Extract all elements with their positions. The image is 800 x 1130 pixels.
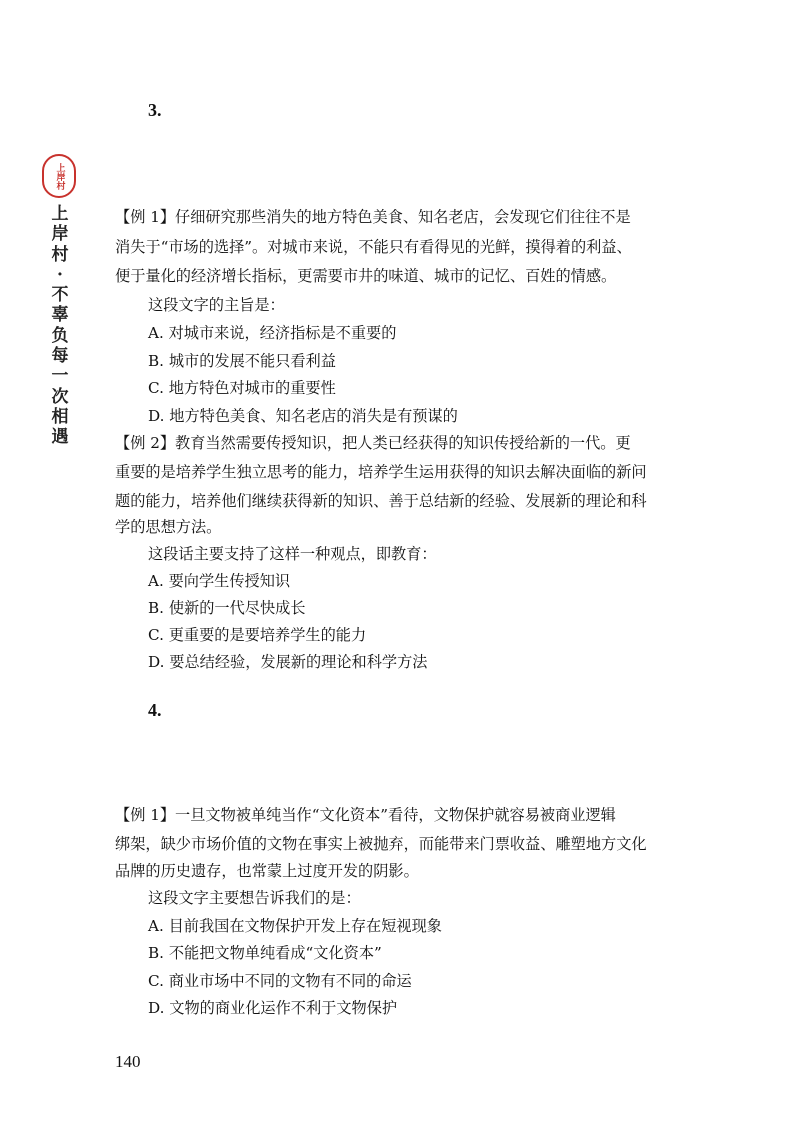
s3-ex2-line-3: 题的能力，培养他们继续获得新的知识、善于总结新的经验、发展新的理论和科 [115, 492, 647, 510]
s4-ex1-question: 这段文字主要想告诉我们的是： [148, 889, 361, 907]
vertical-slogan-char: 上 [51, 204, 69, 224]
s3-ex1-option-c: C. 地方特色对城市的重要性 [148, 379, 336, 397]
s3-ex2-question: 这段话主要支持了这样一种观点，即教育： [148, 545, 437, 563]
vertical-slogan-char: 一 [51, 366, 69, 387]
s3-ex2-option-d: D. 要总结经验，发展新的理论和科学方法 [148, 653, 428, 671]
vertical-slogan-char: 岸 [51, 224, 69, 245]
vertical-slogan-char: 辜 [51, 305, 69, 326]
s4-ex1-option-d: D. 文物的商业化运作不利于文物保护 [148, 999, 398, 1017]
s3-ex2-option-b: B. 使新的一代尽快成长 [148, 599, 306, 617]
logo-seal-text: 上岸村 [54, 162, 65, 190]
s3-ex1-line-2: 消失于“市场的选择”。对城市来说，不能只有看得见的光鲜，摸得着的利益、 [115, 238, 632, 256]
s4-ex1-line-1: 【例 1】一旦文物被单纯当作“文化资本”看待，文物保护就容易被商业逻辑 [115, 806, 616, 824]
s3-ex1-question: 这段文字的主旨是： [148, 296, 285, 314]
page-number: 140 [115, 1052, 141, 1071]
s3-ex1-line-3: 便于量化的经济增长指标，更需要市井的味道、城市的记忆、百姓的情感。 [115, 267, 617, 285]
vertical-slogan-char: 相 [51, 406, 69, 427]
s4-ex1-line-2: 绑架，缺少市场价值的文物在事实上被抛弃，而能带来门票收益、雕塑地方文化 [115, 835, 647, 853]
section-number-3: 3. [148, 100, 162, 120]
s3-ex1-option-a: A. 对城市来说，经济指标是不重要的 [148, 324, 397, 342]
s4-ex1-option-a: A. 目前我国在文物保护开发上存在短视现象 [148, 917, 442, 935]
s3-ex2-line-4: 学的思想方法。 [115, 518, 222, 536]
s3-ex2-option-c: C. 更重要的是要培养学生的能力 [148, 626, 367, 644]
vertical-slogan-char: · [57, 264, 63, 285]
s3-ex2-line-2: 重要的是培养学生独立思考的能力，培养学生运用获得的知识去解决面临的新问 [115, 463, 647, 481]
s3-ex2-line-1: 【例 2】教育当然需要传授知识，把人类已经获得的知识传授给新的一代。更 [115, 434, 631, 452]
s3-ex1-option-d: D. 地方特色美食、知名老店的消失是有预谋的 [148, 407, 458, 425]
logo-seal [42, 154, 76, 198]
s4-ex1-option-c: C. 商业市场中不同的文物有不同的命运 [148, 972, 412, 990]
s4-ex1-line-3: 品牌的历史遗存，也常蒙上过度开发的阴影。 [115, 862, 419, 880]
vertical-slogan-char: 每 [51, 346, 69, 367]
s3-ex2-option-a: A. 要向学生传授知识 [148, 572, 291, 590]
section-number-4: 4. [148, 700, 162, 720]
vertical-slogan-char: 村 [51, 244, 69, 265]
vertical-slogan-char: 不 [51, 285, 69, 306]
s3-ex1-line-1: 【例 1】仔细研究那些消失的地方特色美食、知名老店，会发现它们往往不是 [115, 208, 631, 226]
s3-ex1-option-b: B. 城市的发展不能只看利益 [148, 352, 336, 370]
vertical-slogan-char: 遇 [51, 427, 69, 448]
vertical-slogan [47, 204, 73, 448]
s4-ex1-option-b: B. 不能把文物单纯看成“文化资本” [148, 944, 382, 962]
vertical-slogan-char: 负 [51, 325, 69, 346]
vertical-slogan-char: 次 [51, 386, 69, 407]
